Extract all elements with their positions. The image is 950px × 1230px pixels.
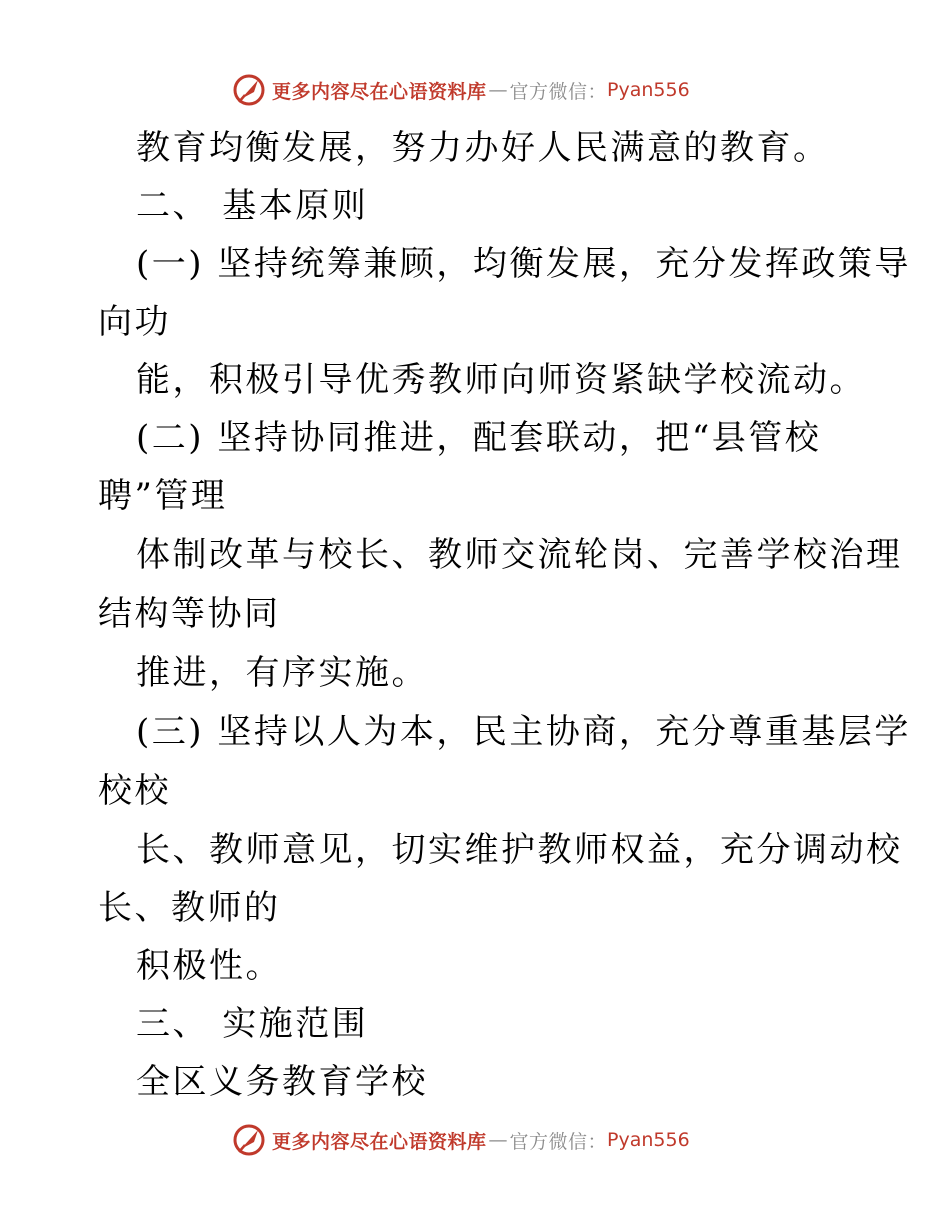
text-line: 校校 — [98, 771, 171, 811]
text-line: (三) 坚持以人为本，民主协商，充分尊重基层学 — [136, 712, 911, 752]
text-line: 聘”管理 — [98, 476, 228, 516]
watermark-separator: — — [488, 79, 508, 101]
watermark-text: 更多内容尽在心语资料库 — [272, 80, 487, 103]
text-line: 全区义务教育学校 — [136, 1062, 428, 1102]
text-line: 向功 — [98, 302, 171, 342]
header-watermark — [232, 70, 712, 110]
text-line: 教育均衡发展，努力办好人民满意的教育。 — [136, 128, 830, 168]
watermark-wechat-id: Pyan556 — [607, 79, 690, 101]
footer-watermark — [232, 1120, 712, 1160]
quill-logo-icon — [232, 73, 266, 107]
text-line: 推进，有序实施。 — [136, 653, 428, 693]
watermark-wechat-id: Pyan556 — [607, 1129, 690, 1151]
watermark-text: 更多内容尽在心语资料库 — [272, 1130, 487, 1153]
section-heading: 二、 基本原则 — [136, 186, 369, 226]
text-line: 长、教师的 — [98, 888, 281, 928]
text-line: (二) 坚持协同推进，配套联动，把“县管校 — [136, 418, 822, 458]
text-line: (一) 坚持统筹兼顾，均衡发展，充分发挥政策导 — [136, 244, 911, 284]
section-heading: 三、 实施范围 — [136, 1004, 369, 1044]
watermark-wechat-label: 官方微信： — [509, 80, 608, 103]
quill-logo-icon — [232, 1123, 266, 1157]
text-line: 积极性。 — [136, 946, 282, 986]
text-line: 长、教师意见，切实维护教师权益，充分调动校 — [136, 830, 903, 870]
text-line: 能，积极引导优秀教师向师资紧缺学校流动。 — [136, 360, 866, 400]
text-line: 结构等协同 — [98, 594, 281, 634]
text-line: 体制改革与校长、教师交流轮岗、完善学校治理 — [136, 535, 903, 575]
watermark-separator: — — [488, 1129, 508, 1151]
watermark-wechat-label: 官方微信： — [509, 1130, 608, 1153]
